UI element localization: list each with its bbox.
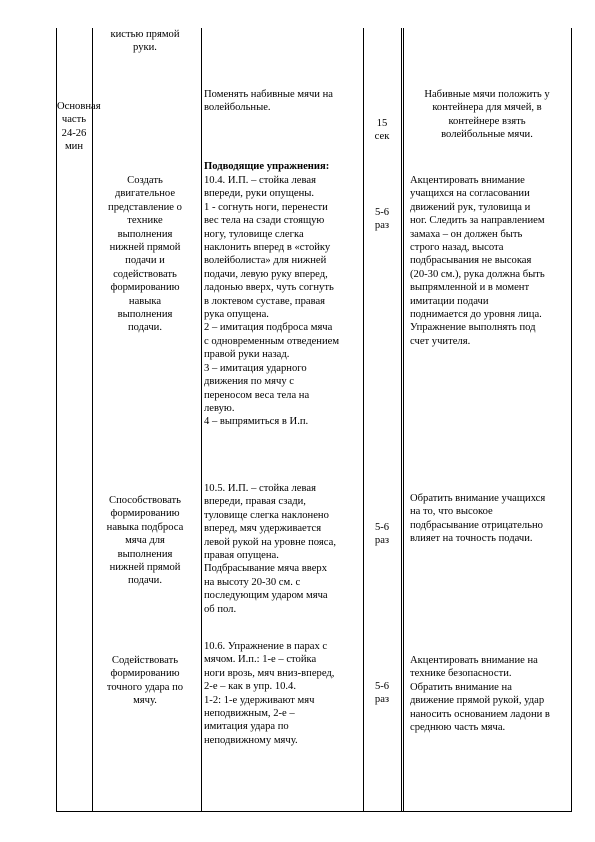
- content-exercise-10-6: 10.6. Упражнение в парах с мячом. И.п.: 1-е – стойка ноги врозь, мяч вниз-вперед, 2-е – как в упр. 10.4. 1-2: 1-е удерживают мяч неподвижным, 2-е – имитация удара по неподвижному мячу.: [204, 641, 335, 746]
- dosage-exercise-10-5: 5-6 раз: [374, 522, 390, 547]
- notes-exercise-10-5: Обратить внимание учащихся на то, что высокое подбрасывание отрицательно влияет на точность подачи.: [410, 493, 546, 545]
- dosage-exercise-10-6: 5-6 раз: [374, 681, 390, 706]
- column-divider-4: [401, 28, 404, 811]
- notes-exercise-10-4: Акцентировать внимание учащихся на согласовании движений рук, туловища и ног. Следить за направлением замаха – он должен быть строго назад, высота подбрасывания не высокая (20-30 см.), рука должна быть выпрямленной и в момент имитации подачи поднимается до уровня лица. Упражнение выполнять под счет учителя.: [410, 175, 545, 347]
- content-exercise-10-5: 10.5. И.П. – стойка левая впереди, правая сзади, туловище слегка наклонено вперед, мяч удерживается левой рукой на уровне пояса, правая опущена. Подбрасывание мяча вверх на высоту 20-30 см. с последующим ударом мяча об пол.: [204, 483, 336, 615]
- notes-change-balls: Набивные мячи положить у контейнера для мячей, в контейнере взять волейбольные мячи.: [424, 89, 550, 141]
- column-divider-2: [201, 28, 202, 811]
- dosage-exercise-10-4: 5-6 раз: [374, 207, 390, 232]
- dosage-change-balls: 15 сек: [374, 118, 390, 143]
- section-label: Основная часть 24-26 мин: [57, 101, 101, 153]
- goal-text-continued: кистью прямой руки.: [110, 29, 180, 54]
- goal-exercise-10-6: Содействовать формированию точного удара по мячу.: [106, 655, 184, 707]
- content-exercise-10-4: 10.4. И.П. – стойка левая впереди, руки опущены. 1 - согнуть ноги, перенести вес тела на сзади стоящую ногу, туловище слегка наклонить вперед в «стойку волейболиста» для нижней подачи, левую руку вперед, ладонью вверх, чуть согнуть в локтевом суставе, правая рука опущена. 2 – имитация подброса мяча с одновременным отведением правой руки назад. 3 – имитация ударного движения по мячу с переносом веса тела на левую. 4 – выпрямиться в И.п.: [204, 175, 340, 428]
- content-heading-lead-up: Подводящие упражнения:: [204, 161, 330, 172]
- goal-exercise-10-5: Способствовать формированию навыка подброса мяча для выполнения нижней прямой подачи.: [106, 495, 184, 587]
- goal-exercise-10-4: Создать двигательное представление о технике выполнения нижней прямой подачи и содействовать формированию навыка выполнения подачи.: [108, 175, 182, 334]
- notes-exercise-10-6: Акцентировать внимание на технике безопасности. Обратить внимание на движение прямой рукой, удар наносить основанием ладони в среднюю часть мяча.: [410, 655, 550, 734]
- content-change-balls: Поменять набивные мячи на волейбольные.: [204, 89, 333, 114]
